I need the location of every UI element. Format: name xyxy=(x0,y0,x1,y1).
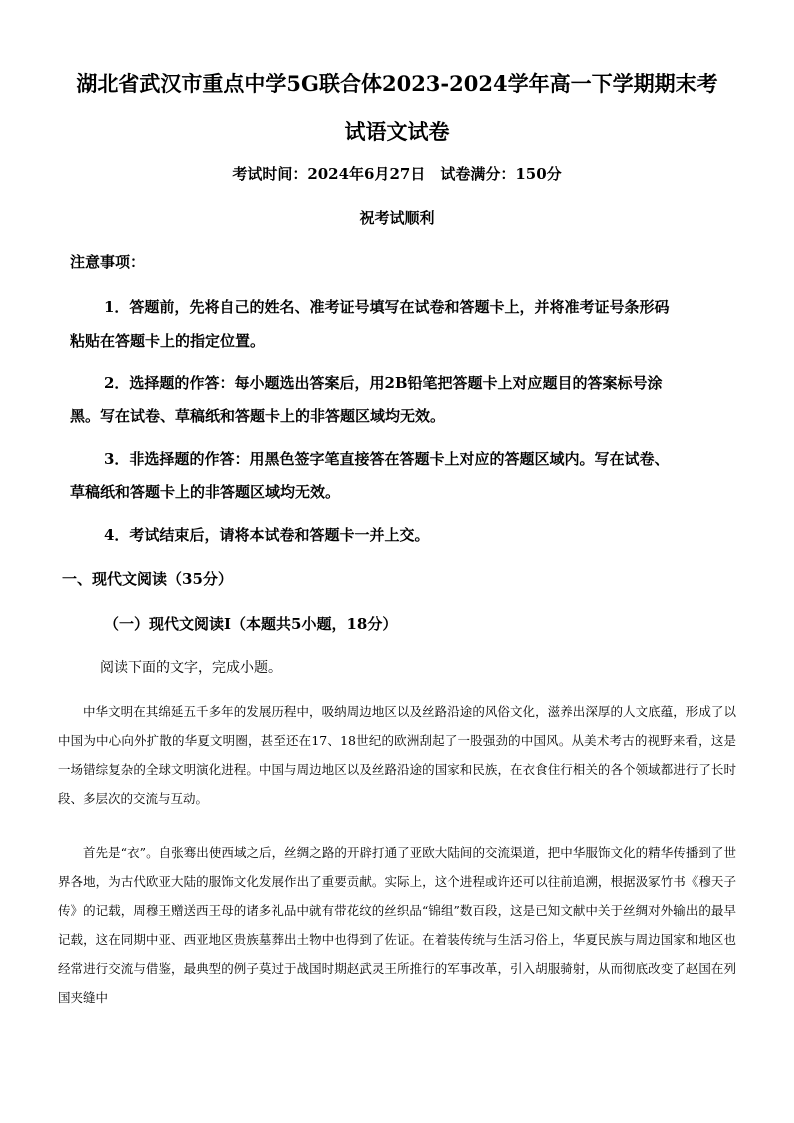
exam-title-line2: 试语文试卷 xyxy=(344,119,450,144)
notice-item-1-line1: 1．答题前，先将自己的姓名、准考证号填写在试卷和答题卡上，并将准考证号条形码 xyxy=(104,298,670,316)
notice-item-1-line2: 粘贴在答题卡上的指定位置。 xyxy=(70,332,266,350)
greeting: 祝考试顺利 xyxy=(359,209,435,227)
notice-item-3-line1: 3．非选择题的作答：用黑色签字笔直接答在答题卡上对应的答题区域内。写在试卷、 xyxy=(104,450,670,468)
notice-heading: 注意事项： xyxy=(70,253,146,271)
notice-item-2-line2: 黑。写在试卷、草稿纸和答题卡上的非答题区域均无效。 xyxy=(70,407,446,425)
notice-item-4-line1: 4．考试结束后，请将本试卷和答题卡一并上交。 xyxy=(104,526,430,544)
exam-title-line1: 湖北省武汉市重点中学5G联合体2023-2024学年高一下学期期末考 xyxy=(76,71,718,96)
reading-instruction: 阅读下面的文字，完成小题。 xyxy=(100,660,282,676)
passage-paragraph-2: 首先是“衣”。自张骞出使西域之后，丝绸之路的开辟打通了亚欧大陆间的交流渠道，把中华服饰文化的精华传播到了世界各地，为古代欧亚大陆的服饰文化发展作出了重要贡献。实际上，这个进程或许还可以往前追溯，根据汲冢竹书《穆天子传》的记载，周穆王赠送西王母的诸多礼品中就有带花纹的丝织品“锦组”数百段，这是已知文献中关于丝绸对外输出的最早记载，这在同期中亚、西亚地区贵族墓葬出土物中也得到了佐证。在着装传统与生活习俗上，华夏民族与周边国家和地区也经常进行交流与借鉴，最典型的例子莫过于战国时期赵武灵王所推行的军事改革，引入胡服骑射，从而彻底改变了赵国在列国夹缝中 xyxy=(58,845,736,1005)
notice-item-2-line1: 2．选择题的作答：每小题选出答案后，用2B铅笔把答题卡上对应题目的答案标号涂 xyxy=(104,374,663,392)
section-heading: 一、现代文阅读（35分） xyxy=(62,570,233,588)
notice-item-3-line2: 草稿纸和答题卡上的非答题区域均无效。 xyxy=(70,483,341,501)
passage-paragraph-1: 中华文明在其绵延五千多年的发展历程中，吸纳周边地区以及丝路沿途的风俗文化，滋养出深厚的人文底蕴，形成了以中国为中心向外扩散的华夏文明圈，甚至还在17、18世纪的欧洲刮起了一股强劲的中国风。从美术考古的视野来看，这是一场错综复杂的全球文明演化进程。中国与周边地区以及丝路沿途的国家和民族，在衣食住行相关的各个领域都进行了长时段、多层次的交流与互动。 xyxy=(58,704,736,806)
exam-info: 考试时间：2024年6月27日 试卷满分：150分 xyxy=(232,165,562,183)
section-subheading: （一）现代文阅读Ⅰ（本题共5小题，18分） xyxy=(104,615,398,633)
